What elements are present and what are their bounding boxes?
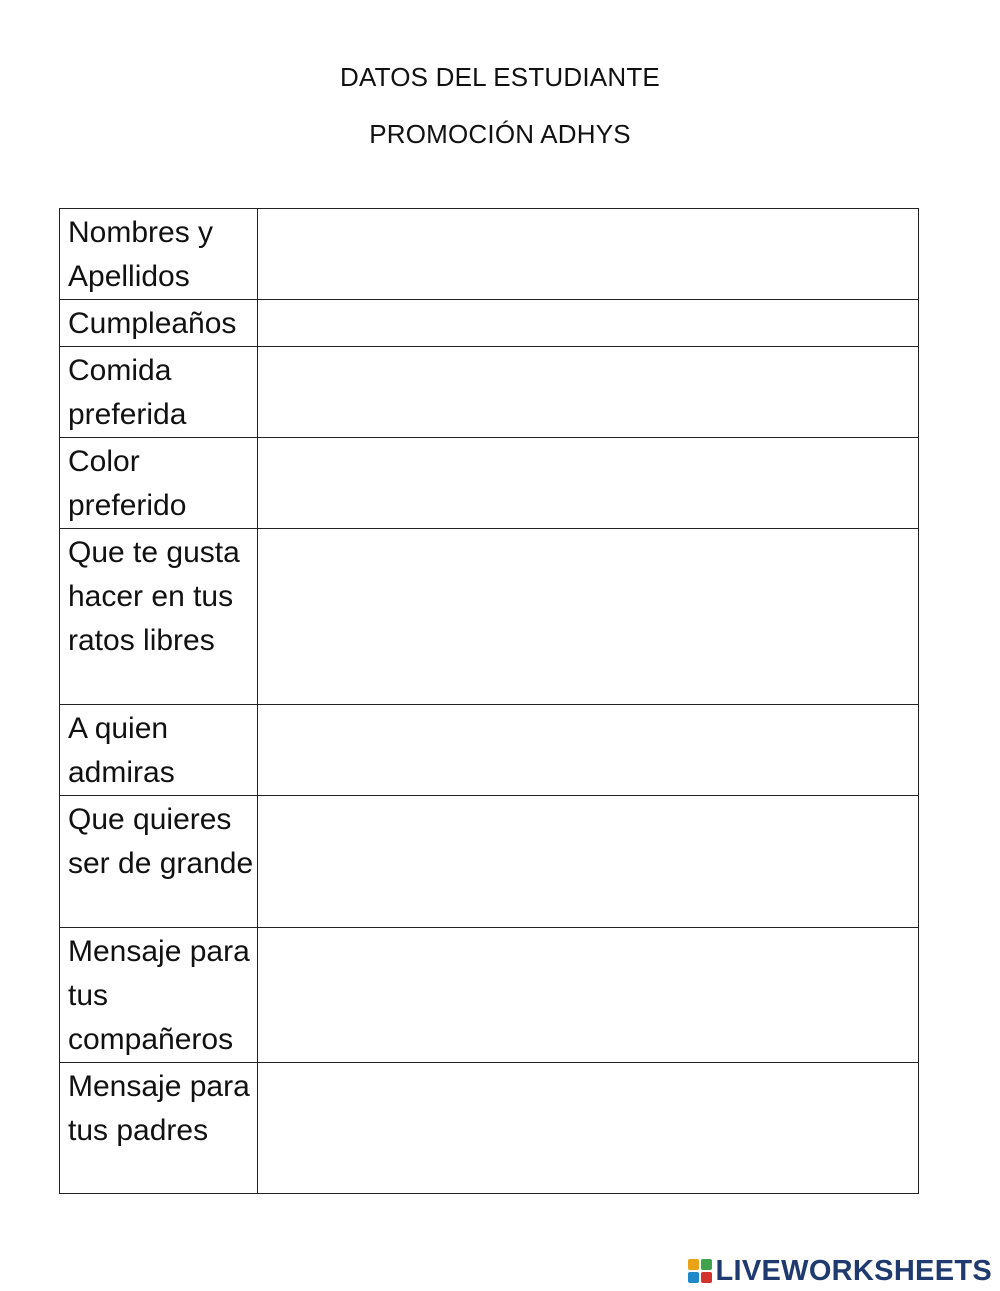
- table-row: [60, 705, 919, 796]
- row-label: Cumpleaños: [60, 300, 258, 347]
- row-label: Color preferido: [60, 438, 258, 529]
- row-label: Que te gusta hacer en tus ratos libres: [60, 529, 258, 705]
- table-row: [60, 796, 919, 928]
- table-row: [60, 1063, 919, 1194]
- table-row: [60, 529, 919, 705]
- liveworksheets-logo: [688, 1254, 993, 1288]
- logo-block: [688, 1259, 699, 1270]
- answer-field[interactable]: [258, 347, 919, 438]
- answer-field[interactable]: [258, 438, 919, 529]
- answer-field[interactable]: [258, 209, 919, 300]
- logo-block: [701, 1272, 712, 1283]
- row-label: Que quieres ser de grande: [60, 796, 258, 928]
- answer-field[interactable]: [258, 705, 919, 796]
- answer-field[interactable]: [258, 796, 919, 928]
- table-row: [60, 347, 919, 438]
- answer-field[interactable]: [258, 1063, 919, 1194]
- table-row: [60, 928, 919, 1063]
- answer-field[interactable]: [258, 928, 919, 1063]
- logo-block: [701, 1259, 712, 1270]
- logo-block: [688, 1272, 699, 1283]
- row-label: A quien admiras: [60, 705, 258, 796]
- row-label: Mensaje para tus compañeros: [60, 928, 258, 1063]
- page-title: DATOS DEL ESTUDIANTE: [340, 62, 660, 92]
- logo-text: LIVEWORKSHEETS: [715, 1254, 992, 1287]
- liveworksheets-blocks-icon: [688, 1259, 712, 1283]
- answer-field[interactable]: [258, 300, 919, 347]
- table-row: [60, 209, 919, 300]
- row-label: Nombres y Apellidos: [60, 209, 258, 300]
- table-row: [60, 300, 919, 347]
- table-row: [60, 438, 919, 529]
- student-data-table: [59, 208, 919, 1194]
- row-label: Comida preferida: [60, 347, 258, 438]
- page-subtitle: PROMOCIÓN ADHYS: [369, 119, 631, 149]
- answer-field[interactable]: [258, 529, 919, 705]
- row-label: Mensaje para tus padres: [60, 1063, 258, 1194]
